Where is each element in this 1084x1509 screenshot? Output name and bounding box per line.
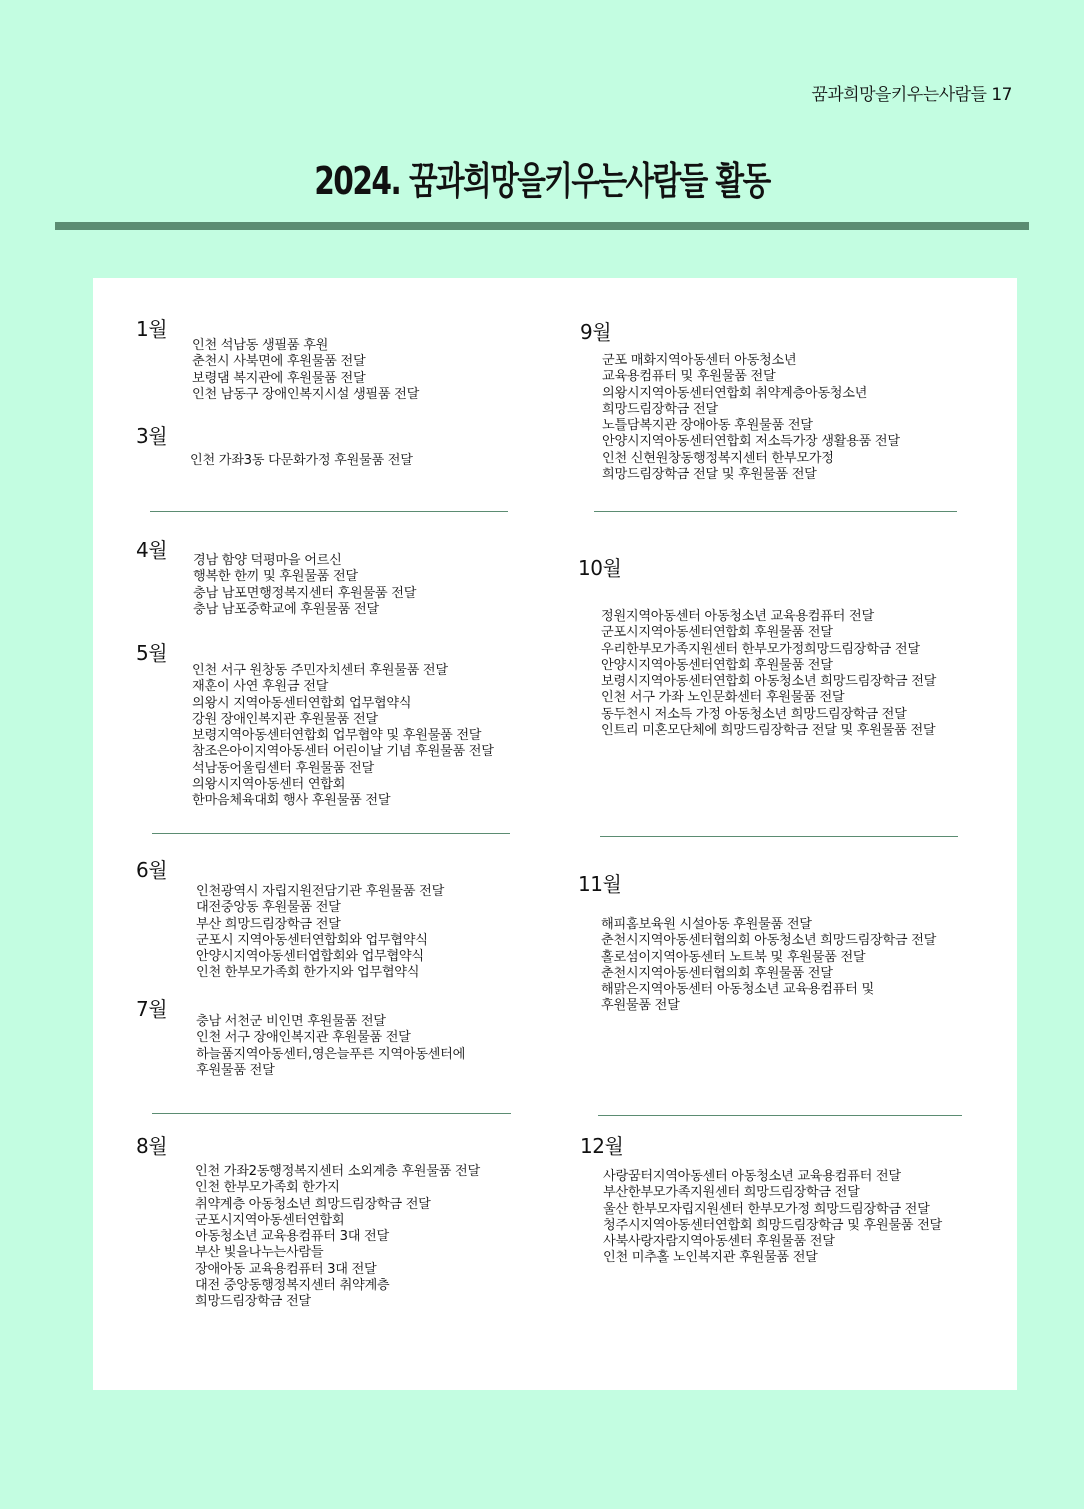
activity-item: 노틀담복지관 장애아동 후원물품 전달: [602, 418, 813, 434]
activity-item: 장애아동 교육용컴퓨터 3대 전달: [195, 1261, 377, 1277]
activity-item: 홀로섬이지역아동센터 노트북 및 후원물품 전달: [601, 949, 866, 965]
activity-item: 인천광역시 자립지원전담기관 후원물품 전달: [196, 884, 445, 899]
activity-item: 하늘품지역아동센터,영은늘푸른 지역아동센터에: [196, 1046, 466, 1062]
page-title: [0, 150, 1084, 205]
activity-item: 아동청소년 교육용컴퓨터 3대 전달: [195, 1229, 389, 1245]
activity-item: 인천 신현원창동행정복지센터 한부모가정: [602, 450, 834, 466]
activity-item: 충남 남포중학교에 후원물품 전달: [193, 601, 379, 617]
activity-list: [601, 609, 936, 739]
activity-item: 희망드림장학금 전달: [602, 401, 718, 417]
month-heading: 8월: [136, 1134, 168, 1158]
activity-item: 우리한부모가족지원센터 한부모가정희망드림장학금 전달: [601, 641, 920, 657]
activity-item: 해맑은지역아동센터 아동청소년 교육용컴퓨터 및: [601, 982, 874, 998]
activity-item: 인천 한부모가족회 한가지와 업무협약식: [196, 965, 420, 981]
page-title-text: 2024. 꿈과희망을키우는사람들 활동: [314, 159, 770, 203]
activity-list: [195, 1164, 480, 1311]
activity-item: 재훈이 사연 후원금 전달: [192, 679, 329, 695]
activity-item: 정원지역아동센터 아동청소년 교육용컴퓨터 전달: [601, 609, 874, 624]
activity-item: 부산한부모가족지원센터 희망드림장학금 전달: [603, 1185, 860, 1201]
month-heading: 11월: [578, 872, 622, 896]
activity-item: 인천 서구 원창동 주민자치센터 후원물품 전달: [192, 663, 448, 678]
activity-item: 대전 중앙동행정복지센터 취약계층: [195, 1278, 390, 1294]
activity-item: 인천 남동구 장애인복지시설 생필품 전달: [192, 386, 420, 402]
activity-item: 안양시지역아동센터연합회 후원물품 전달: [601, 657, 833, 673]
activity-item: 춘천시지역아동센터협의회 아동청소년 희망드림장학금 전달: [601, 933, 937, 949]
activity-item: 보령댐 복지관에 후원물품 전달: [192, 370, 366, 386]
activity-item: 희망드림장학금 전달 및 후원물품 전달: [602, 467, 817, 483]
month-heading: 1월: [136, 317, 168, 341]
divider: [600, 836, 958, 837]
activity-list: [192, 338, 419, 403]
activity-list: [193, 553, 416, 618]
month-heading: 4월: [136, 538, 168, 562]
activity-item: 인천 가좌3동 다문화가정 후원물품 전달: [190, 453, 413, 468]
activity-item: 행복한 한끼 및 후원물품 전달: [193, 569, 358, 585]
activity-item: 보령시지역아동센터연합회 아동청소년 희망드림장학금 전달: [601, 674, 937, 690]
activity-list: [603, 1169, 942, 1267]
activity-item: 안양시지역아동센터엽합회와 업무협약식: [196, 949, 424, 965]
activity-item: 경남 함양 덕평마을 어르신: [193, 553, 342, 568]
activity-item: 부산 희망드림장학금 전달: [196, 916, 341, 932]
activity-item: 부산 빛을나누는사람들: [195, 1245, 324, 1261]
activity-item: 군포시지역아동센터연합회 후원물품 전달: [601, 625, 833, 641]
running-header: 꿈과희망을키우는사람들 17: [811, 85, 1012, 105]
month-heading: 7월: [136, 997, 168, 1021]
activity-item: 춘천시지역아동센터협의회 후원물품 전달: [601, 965, 833, 981]
activity-item: 강원 장애인복지관 후원물품 전달: [192, 711, 378, 727]
activity-item: 인천 가좌2동행정복지센터 소외계층 후원물품 전달: [195, 1164, 480, 1179]
activity-item: 군포시지역아동센터연합회: [195, 1212, 345, 1228]
activity-item: 참조은아이지역아동센터 어린이날 기념 후원물품 전달: [192, 744, 494, 760]
activity-list: [196, 884, 444, 982]
activity-list: [192, 663, 494, 810]
activity-item: 의왕시지역아동센터연합회 취약계층아동청소년: [602, 385, 868, 401]
activity-item: 군포시 지역아동센터연합회와 업무협약식: [196, 932, 428, 948]
month-heading: 9월: [580, 320, 612, 344]
activity-item: 대전중앙동 후원물품 전달: [196, 900, 341, 916]
activity-item: 안양시지역아동센터연합회 저소득가장 생활용품 전달: [602, 434, 900, 450]
month-heading: 12월: [580, 1134, 624, 1158]
activity-item: 취약계층 아동청소년 희망드림장학금 전달: [195, 1196, 431, 1212]
activity-item: 후원물품 전달: [196, 1062, 275, 1078]
activity-item: 인천 미추홀 노인복지관 후원물품 전달: [603, 1250, 818, 1266]
activity-list: [196, 1014, 465, 1079]
divider: [594, 511, 957, 512]
activity-list: [601, 917, 936, 1015]
activity-item: 희망드림장학금 전달: [195, 1294, 311, 1310]
activity-item: 인천 석남동 생필품 후원: [192, 338, 329, 353]
month-heading: 5월: [136, 641, 168, 665]
divider: [152, 833, 510, 834]
divider: [598, 1115, 962, 1116]
activity-item: 충남 남포면행정복지센터 후원물품 전달: [193, 585, 417, 601]
activity-item: 해피홈보육원 시설아동 후원물품 전달: [601, 917, 812, 932]
activity-item: 인트리 미혼모단체에 희망드림장학금 전달 및 후원물품 전달: [601, 723, 936, 739]
divider: [150, 511, 508, 512]
activity-item: 인천 서구 가좌 노인문화센터 후원물품 전달: [601, 690, 845, 706]
activity-item: 후원물품 전달: [601, 998, 680, 1014]
divider: [152, 1113, 511, 1114]
activity-item: 충남 서천군 비인면 후원물품 전달: [196, 1014, 386, 1029]
activity-list: [602, 353, 900, 483]
activity-item: 군포 매화지역아동센터 아동청소년: [602, 353, 797, 368]
month-heading: 10월: [578, 556, 622, 580]
activity-item: 동두천시 저소득 가정 아동청소년 희망드림장학금 전달: [601, 706, 907, 722]
activity-item: 사랑꿈터지역아동센터 아동청소년 교육용컴퓨터 전달: [603, 1169, 901, 1184]
activity-list: [190, 453, 413, 469]
month-heading: 3월: [136, 424, 168, 448]
activity-item: 인천 서구 장애인복지관 후원물품 전달: [196, 1030, 411, 1046]
activity-item: 인천 한부모가족회 한가지: [195, 1180, 340, 1196]
activity-item: 석남동어울림센터 후원물품 전달: [192, 760, 374, 776]
activity-item: 한마음체육대회 행사 후원물품 전달: [192, 793, 391, 809]
activity-item: 사북사랑자람지역아동센터 후원물품 전달: [603, 1234, 835, 1250]
activity-item: 청주시지역아동센터연합회 희망드림장학금 및 후원물품 전달: [603, 1217, 942, 1233]
activity-item: 의왕시지역아동센터 연합회: [192, 777, 346, 793]
month-heading: 6월: [136, 858, 168, 882]
activity-item: 의왕시 지역아동센터연합회 업무협약식: [192, 695, 412, 711]
title-underline-bar: [55, 222, 1029, 230]
activity-item: 춘천시 사북면에 후원물품 전달: [192, 354, 366, 370]
activity-item: 교육용컴퓨터 및 후원물품 전달: [602, 369, 776, 385]
activity-item: 보령지역아동센터연합회 업무협약 및 후원물품 전달: [192, 728, 482, 744]
activity-item: 울산 한부모자립지원센터 한부모가정 희망드림장학금 전달: [603, 1201, 930, 1217]
